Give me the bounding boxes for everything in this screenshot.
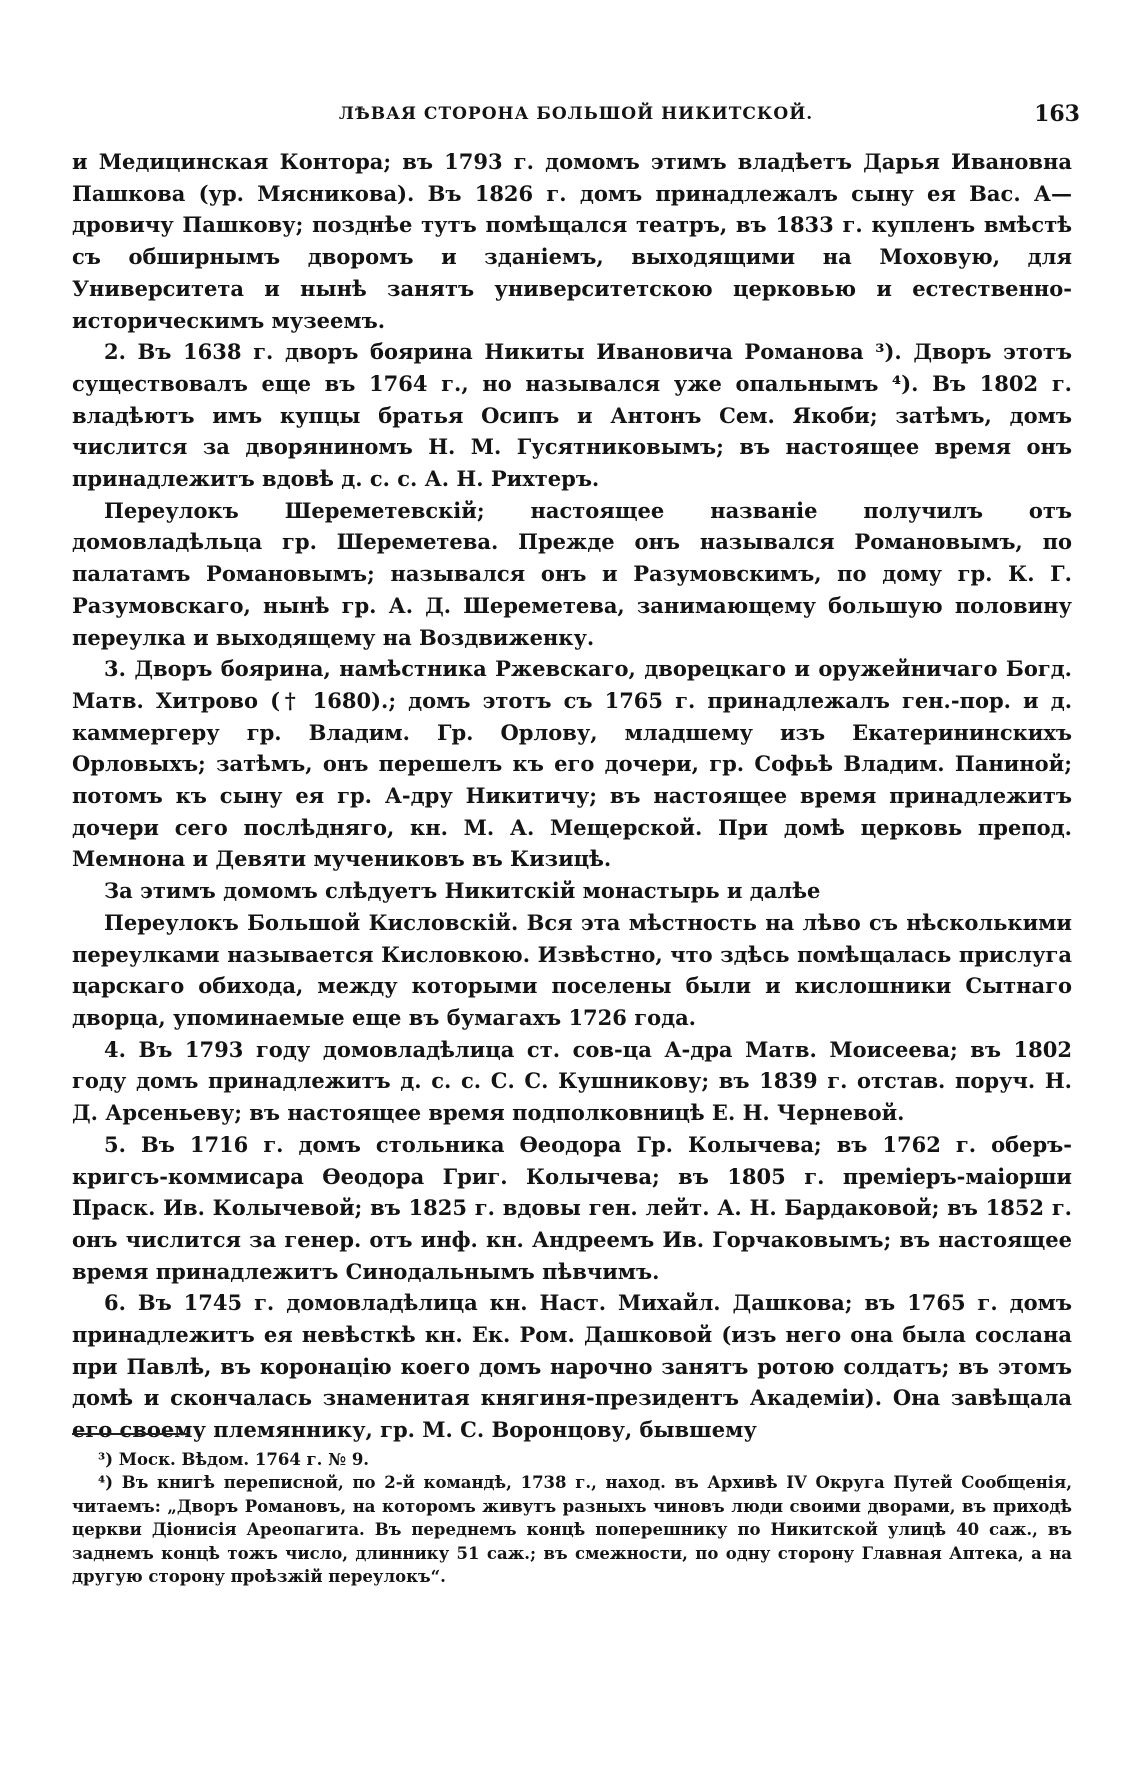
footnotes <box>72 1448 1072 1588</box>
paragraph-kislovsky-lane: Переулокъ Большой Кисловскій. Вся эта мѣстность на лѣво съ нѣсколькими переулками называется Кисловкою. Извѣстно, что здѣсь помѣщалась прислуга царскаго обихода, между которыми поселены были и кислошники Сытнаго дворца, упоминаемые еще въ бумагахъ 1726 года. <box>72 909 1072 1030</box>
main-text <box>72 146 1072 1446</box>
running-title: ЛѢВАЯ СТОРОНА БОЛЬШОЙ НИКИТСКОЙ. <box>338 104 814 124</box>
footnote-divider <box>72 1433 190 1435</box>
footnote-4: ⁴) Въ книгѣ переписной, по 2-й командѣ, 1738 г., наход. въ Архивѣ IV Округа Путей Сообщенія, читаемъ: „Дворъ Романовъ, на которомъ живутъ разныхъ чиновъ люди своими дворами, въ приходѣ церкви Діонисія Ареопагита. Въ переднемъ концѣ поперешнику по Никитской улицѣ 40 саж., въ заднемъ концѣ тожъ число, длиннику 51 саж.; въ смежности, по одну сторону Главная Аптека, а на другую сторону проѣзжій переулокъ“. <box>72 1473 1072 1587</box>
paragraph-item-5: 5. Въ 1716 г. домъ стольника Ѳеодора Гр. Колычева; въ 1762 г. оберъ-кригсъ-коммисара Ѳеодора Григ. Колычева; въ 1805 г. премiеръ-маiорши Праск. Ив. Колычевой; въ 1825 г. вдовы ген. лейт. А. Н. Бардаковой; въ 1852 г. онъ числится за генер. отъ инф. кн. Андреемъ Ив. Горчаковымъ; въ настоящее время принадлежитъ Синодальнымъ пѣвчимъ. <box>72 1131 1072 1284</box>
paragraph-item-2: 2. Въ 1638 г. дворъ боярина Никиты Ивановича Романова ³). Дворъ этотъ существовалъ еще въ 1764 г., но назывался уже опальнымъ ⁴). Въ 1802 г. владѣютъ имъ купцы братья Осипъ и Антонъ Сем. Якоби; затѣмъ, домъ числится за дворяниномъ Н. М. Гусятниковымъ; въ настоящее время онъ принадлежитъ вдовѣ д. с. с. А. Н. Рихтеръ. <box>72 339 1072 492</box>
page-number: 163 <box>1034 101 1080 127</box>
paragraph-item-3: 3. Дворъ боярина, намѣстника Ржевскаго, дворецкаго и оружейничаго Богд. Матв. Хитрово († 1680).; домъ этотъ съ 1765 г. принадлежалъ ген.-пор. и д. каммергеру гр. Владим. Гр. Орлову, младшему изъ Екатерининскихъ Орловыхъ; затѣмъ, онъ перешелъ къ его дочери, гр. Софьѣ Владим. Паниной; потомъ къ сыну ея гр. А-дру Никитичу; въ настоящее время принадлежитъ дочери сего послѣдняго, кн. М. А. Мещерской. При домѣ церковь препод. Мемнона и Девяти мучениковъ въ Кизицѣ. <box>72 656 1072 872</box>
footnote-3: ³) Моск. Вѣдом. 1764 г. № 9. <box>98 1450 370 1469</box>
paragraph-item-6: 6. Въ 1745 г. домовладѣлица кн. Наст. Михайл. Дашкова; въ 1765 г. домъ принадлежитъ ея невѣсткѣ кн. Ек. Ром. Дашковой (изъ него она была сослана при Павлѣ, въ коронацію коего домъ нарочно занятъ ротою солдатъ; въ этомъ домѣ и скончалась знаменитая княгиня-президентъ Академіи). Она завѣщала его своему племяннику, гр. М. С. Воронцову, бывшему <box>72 1290 1072 1443</box>
paragraph-item-4: 4. Въ 1793 году домовладѣлица ст. сов-ца А-дра Матв. Моисеева; въ 1802 году домъ принадлежитъ д. с. с. С. С. Кушникову; въ 1839 г. отстав. поруч. Н. Д. Арсеньеву; въ настоящее время подполковницѣ Е. Н. Черневой. <box>72 1036 1072 1126</box>
paragraph-sheremetev-lane: Переулокъ Шереметевскій; настоящее названіе получилъ отъ домовладѣльца гр. Шереметева. Прежде онъ назывался Романовымъ, по палатамъ Романовымъ; назывался онъ и Разумовскимъ, по дому гр. К. Г. Разумовскаго, нынѣ гр. А. Д. Шереметева, занимающему большую половину переулка и выходящему на Воздвиженку. <box>72 497 1072 650</box>
running-head <box>72 101 1080 134</box>
paragraph-continued: и Медицинская Контора; въ 1793 г. домомъ этимъ владѣетъ Дарья Ивановна Пашкова (ур. Мясникова). Въ 1826 г. домъ принадлежалъ сыну ея Вас. А—дровичу Пашкову; позднѣе тутъ помѣщался театръ, въ 1833 г. купленъ вмѣстѣ съ обширнымъ дворомъ и зданіемъ, выходящими на Моховую, для Университета и нынѣ занятъ университетскою церковью и естественно-историческимъ музеемъ. <box>72 149 1072 333</box>
paragraph-nikitsky-monastery: За этимъ домомъ слѣдуетъ Никитскій монастырь и далѣе <box>104 878 821 904</box>
